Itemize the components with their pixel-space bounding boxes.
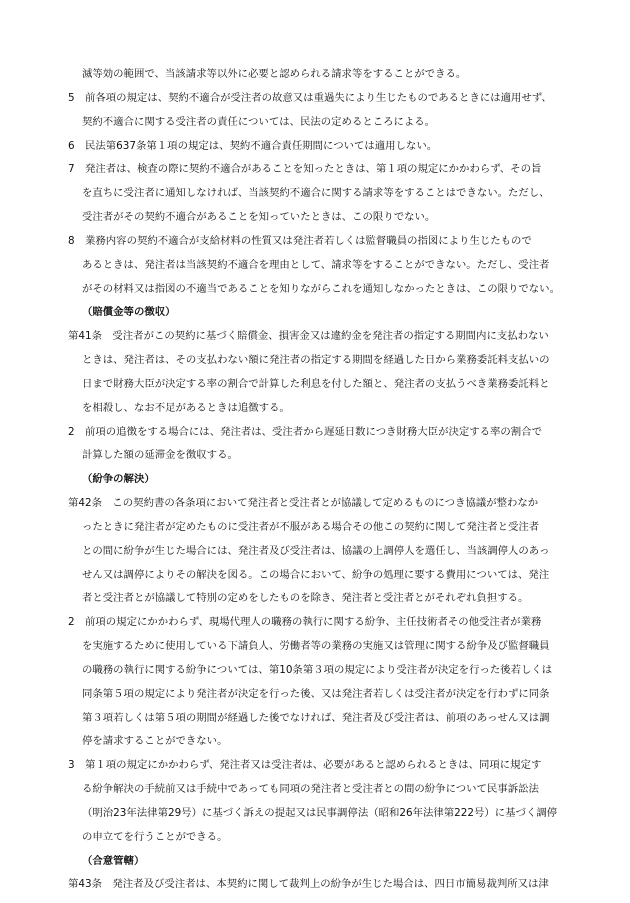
text-line: あるときは、発注者は当該契約不適合を理由として、請求等をすることができない。ただし、受注者 bbox=[82, 258, 550, 271]
text-line: 第３項若しくは第５項の期間が経過した後でなければ、発注者及び受注者は、前項のあっせん又は調 bbox=[82, 711, 550, 724]
section-heading: （合意管轄） bbox=[82, 854, 145, 867]
text-line: 同条第５項の規定により発注者が決定を行った後、又は発注者若しくは受注者が決定を行わずに同条 bbox=[82, 687, 550, 700]
text-line: （明治23年法律第29号）に基づく訴えの提起又は民事調停法（昭和26年法律第222号）に基づく調停 bbox=[82, 806, 558, 819]
text-line: との間に紛争が生じた場合には、発注者及び受注者は、協議の上調停人を選任し、当該調停人のあっ bbox=[82, 544, 550, 557]
text-line: 8 業務内容の契約不適合が支給材料の性質又は発注者若しくは監督職員の指図により生じたもので bbox=[68, 234, 532, 247]
text-line: 計算した額の延滞金を徴収する。 bbox=[82, 449, 238, 462]
text-line: を直ちに受注者に通知しなければ、当該契約不適合に関する請求等をすることはできない。ただし、 bbox=[82, 187, 550, 200]
text-line: 第42条 この契約書の各条項において発注者と受注者とが協議して定めるものにつき協議が整わなか bbox=[68, 497, 539, 510]
text-line: 2 前項の規定にかかわらず、現場代理人の職務の執行に関する紛争、主任技術者その他受注者が業務 bbox=[68, 616, 542, 629]
text-line: 契約不適合に関する受注者の責任については、民法の定めるところによる。 bbox=[82, 115, 436, 128]
text-line: せん又は調停によりその解決を図る。この場合において、紛争の処理に要する費用については、発注 bbox=[82, 568, 550, 581]
text-line: がその材料又は指図の不適当であることを知りながらこれを通知しなかったときは、この限りでない。 bbox=[82, 282, 560, 295]
text-line: を実施するために使用している下請負人、労働者等の業務の実施又は管理に関する紛争及び監督職員 bbox=[82, 640, 550, 653]
text-line: 第43条 発注者及び受注者は、本契約に関して裁判上の紛争が生じた場合は、四日市簡易裁判所又は津 bbox=[68, 878, 549, 891]
text-line: 2 前項の追徴をする場合には、発注者は、受注者から遅延日数につき財務大臣が決定する率の割合で bbox=[68, 425, 542, 438]
text-line: の申立てを行うことができる。 bbox=[82, 830, 228, 843]
text-line: 5 前各項の規定は、契約不適合が受注者の故意又は重過失により生じたものであるときには適用せず、 bbox=[68, 91, 552, 104]
text-line: の職務の執行に関する紛争については、第10条第３項の規定により受注者が決定を行った後若しくは bbox=[82, 663, 553, 676]
text-line: 停を請求することができない。 bbox=[82, 735, 228, 748]
section-heading: （賠償金等の徴収） bbox=[82, 306, 176, 319]
text-line: 第41条 受注者がこの契約に基づく賠償金、損害金又は違約金を発注者の指定する期間内に支払わない bbox=[68, 330, 549, 343]
section-heading: （紛争の解決） bbox=[82, 473, 155, 486]
text-line: 日まで財務大臣が決定する率の割合で計算した利息を付した額と、発注者の支払うべき業務委託料と bbox=[82, 377, 550, 390]
text-line: 者と受注者とが協議して特別の定めをしたものを除き、発注者と受注者とがそれぞれ負担する。 bbox=[82, 592, 529, 605]
text-line: 滅等効の範囲で、当該請求等以外に必要と認められる請求等をすることができる。 bbox=[82, 68, 467, 80]
text-line: る紛争解決の手続前又は手続中であっても同項の発注者と受注者との間の紛争について民事訴訟法 bbox=[82, 783, 539, 796]
text-line: 受注者がその契約不適合があることを知っていたときは、この限りでない。 bbox=[82, 211, 436, 224]
text-line: 3 第１項の規定にかかわらず、発注者又は受注者は、必要があると認められるときは、同項に規定す bbox=[68, 759, 542, 772]
text-line: 6 民法第637条第１項の規定は、契約不適合責任期間については適用しない。 bbox=[68, 139, 438, 152]
text-line: ったときに発注者が定めたものに受注者が不服がある場合その他この契約に関して発注者と受注者 bbox=[82, 520, 540, 533]
text-line: ときは、発注者は、その支払わない額に発注者の指定する期間を経過した日から業務委託料支払いの bbox=[82, 354, 550, 367]
text-line: を相殺し、なお不足があるときは追徴する。 bbox=[82, 401, 290, 414]
text-line: 7 発注者は、検査の際に契約不適合があることを知ったときは、第１項の規定にかかわらず、その旨 bbox=[68, 163, 542, 176]
